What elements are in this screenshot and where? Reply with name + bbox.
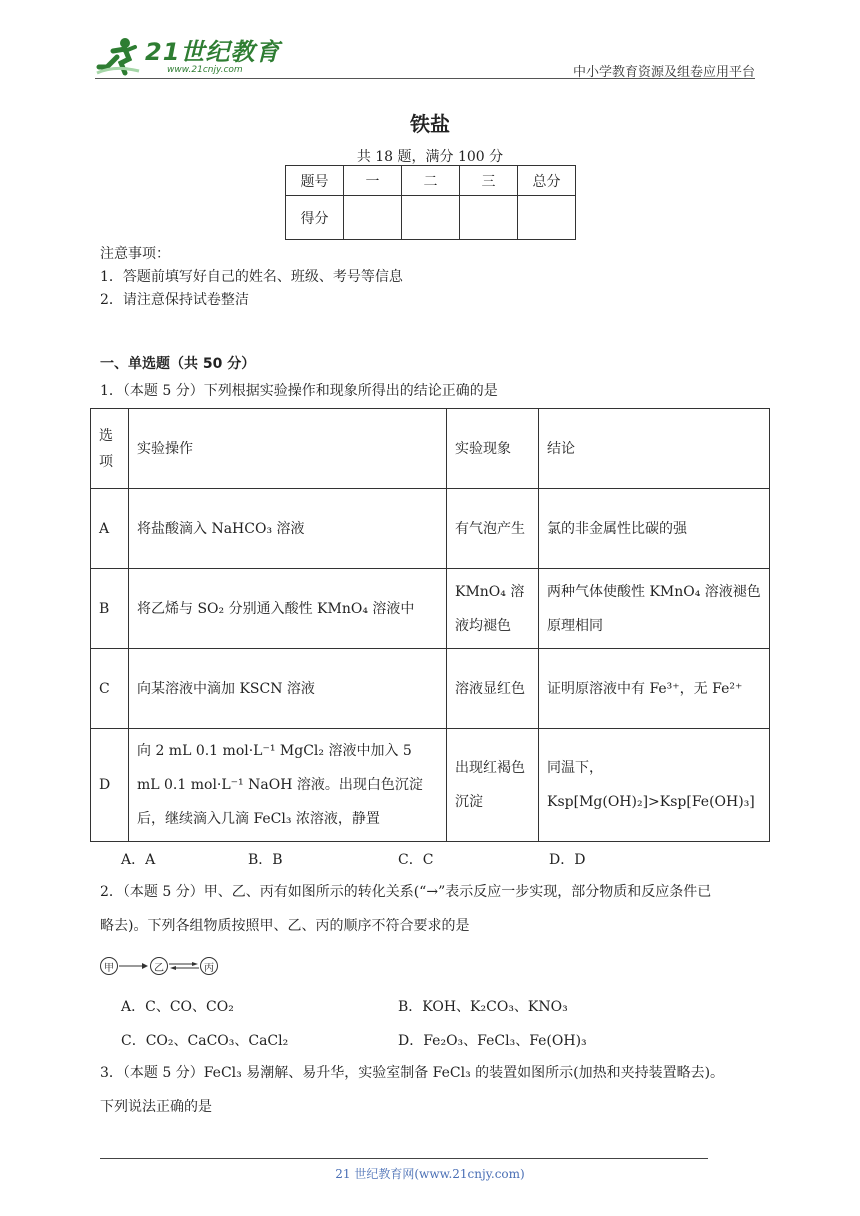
option-cell: D xyxy=(91,729,129,842)
table-header-cell: 结论 xyxy=(539,409,770,489)
score-table xyxy=(285,165,576,240)
score-header-cell: 三 xyxy=(460,166,518,196)
runner-logo-icon xyxy=(95,37,141,77)
score-row-label: 得分 xyxy=(286,196,344,240)
question-1-table xyxy=(90,408,770,842)
conversion-diagram xyxy=(100,956,218,976)
footer-text: 21 世纪教育网(www.21cnjy.com) xyxy=(335,1167,525,1181)
option-cell: A xyxy=(91,489,129,569)
footer-divider xyxy=(100,1158,708,1159)
exam-summary: 共 18 题，满分 100 分 xyxy=(356,149,504,165)
conclusion-cell: 两种气体使酸性 KMnO₄ 溶液褪色原理相同 xyxy=(539,569,770,649)
diagram-node-yi: 乙 xyxy=(150,957,168,975)
answer-option[interactable]: B．B xyxy=(248,852,283,868)
logo-url-text: www.21cnjy.com xyxy=(167,64,243,75)
answer-option[interactable]: B．KOH、K₂CO₃、KNO₃ xyxy=(398,999,568,1015)
score-input-cell[interactable] xyxy=(344,196,402,240)
question-3-stem-line2: 下列说法正确的是 xyxy=(100,1099,212,1115)
page-title: 铁盐 xyxy=(410,112,450,136)
notes xyxy=(100,243,403,312)
answer-option[interactable]: C．C xyxy=(398,852,434,868)
table-row xyxy=(91,489,770,569)
table-row xyxy=(91,649,770,729)
logo-main-text: 21世纪教育 xyxy=(145,37,281,66)
operation-cell: 将盐酸滴入 NaHCO₃ 溶液 xyxy=(129,489,447,569)
score-input-cell[interactable] xyxy=(518,196,576,240)
table-header-cell: 实验操作 xyxy=(129,409,447,489)
answer-option[interactable]: C．CO₂、CaCO₃、CaCl₂ xyxy=(121,1033,289,1049)
double-arrow-icon xyxy=(168,961,200,971)
notes-heading: 注意事项： xyxy=(100,246,170,262)
conclusion-cell: 氯的非金属性比碳的强 xyxy=(539,489,770,569)
phenomenon-cell: 出现红褐色沉淀 xyxy=(447,729,539,842)
score-input-cell[interactable] xyxy=(460,196,518,240)
phenomenon-cell: KMnO₄ 溶液均褪色 xyxy=(447,569,539,649)
platform-name: 中小学教育资源及组卷应用平台 xyxy=(572,65,755,80)
conclusion-cell: 同温下，Ksp[Mg(OH)₂]>Ksp[Fe(OH)₃] xyxy=(539,729,770,842)
answer-option[interactable]: A．C、CO、CO₂ xyxy=(121,999,234,1015)
conclusion-cell: 证明原溶液中有 Fe³⁺，无 Fe²⁺ xyxy=(539,649,770,729)
question-1-stem: 1．（本题 5 分）下列根据实验操作和现象所得出的结论正确的是 xyxy=(100,383,498,399)
section-heading: 一、单选题（共 50 分） xyxy=(100,356,256,372)
diagram-node-jia: 甲 xyxy=(100,957,118,975)
phenomenon-cell: 溶液显红色 xyxy=(447,649,539,729)
table-row xyxy=(91,569,770,649)
score-header-cell: 二 xyxy=(402,166,460,196)
answer-option[interactable]: D．Fe₂O₃、FeCl₃、Fe(OH)₃ xyxy=(398,1033,587,1049)
table-header-cell: 选项 xyxy=(91,409,129,489)
question-2-stem-line1: 2．（本题 5 分）甲、乙、丙有如图所示的转化关系(“→”表示反应一步实现，部分物质和反应条件已 xyxy=(100,884,712,900)
question-2-stem-line2: 略去)。下列各组物质按照甲、乙、丙的顺序不符合要求的是 xyxy=(100,918,470,934)
table-header-cell: 实验现象 xyxy=(447,409,539,489)
answer-option[interactable]: D．D xyxy=(549,852,586,868)
phenomenon-cell: 有气泡产生 xyxy=(447,489,539,569)
answer-option[interactable]: A．A xyxy=(121,852,156,868)
notes-item: 1．答题前填写好自己的姓名、班级、考号等信息 xyxy=(100,269,403,285)
site-logo xyxy=(95,36,280,78)
option-cell: B xyxy=(91,569,129,649)
operation-cell: 向 2 mL 0.1 mol·L⁻¹ MgCl₂ 溶液中加入 5 mL 0.1 mol·L⁻¹ NaOH 溶液。出现白色沉淀后，继续滴入几滴 FeCl₃ 浓溶液，静置 xyxy=(129,729,447,842)
operation-cell: 向某溶液中滴加 KSCN 溶液 xyxy=(129,649,447,729)
table-row xyxy=(91,729,770,842)
operation-cell: 将乙烯与 SO₂ 分别通入酸性 KMnO₄ 溶液中 xyxy=(129,569,447,649)
right-arrow-icon xyxy=(118,961,150,971)
option-cell: C xyxy=(91,649,129,729)
notes-item: 2．请注意保持试卷整洁 xyxy=(100,292,249,308)
score-header-cell: 总分 xyxy=(518,166,576,196)
score-header-cell: 题号 xyxy=(286,166,344,196)
score-header-cell: 一 xyxy=(344,166,402,196)
score-input-cell[interactable] xyxy=(402,196,460,240)
diagram-node-bing: 丙 xyxy=(200,957,218,975)
question-3-stem-line1: 3．（本题 5 分）FeCl₃ 易潮解、易升华，实验室制备 FeCl₃ 的装置如图所示(加热和夹持装置略去)。 xyxy=(100,1065,725,1081)
header-divider xyxy=(95,78,755,79)
